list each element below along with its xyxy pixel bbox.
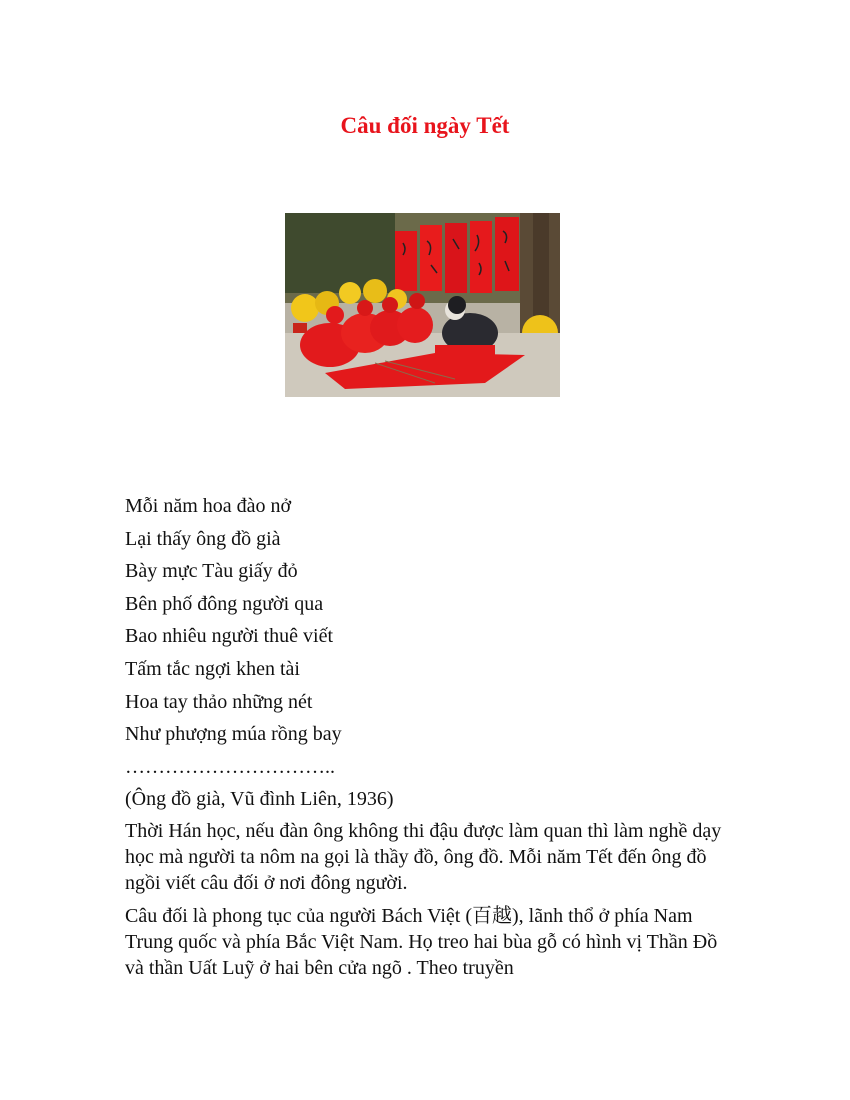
poem-ellipsis: ………………………….. [125, 755, 335, 778]
poem-line: Tấm tắc ngợi khen tài [125, 657, 300, 680]
calligraphy-photo [285, 213, 560, 397]
paragraph: Câu đối là phong tục của người Bách Việt (百越), lãnh thổ ở phía Nam Trung quốc và phía Bắc Việt Nam. Họ treo hai bùa gỗ có hình vị Thần Đồ và thần Uất Luỹ ở hai bên cửa ngõ . Theo truyền [125, 905, 718, 979]
poem-line: Bày mực Tàu giấy đỏ [125, 560, 298, 583]
poem-line: Mỗi năm hoa đào nở [125, 495, 292, 517]
poem-block [125, 490, 745, 816]
poem-line: Lại thấy ông đồ già [125, 527, 281, 550]
page-title: Câu đối ngày Tết [340, 113, 510, 138]
poem-citation: (Ông đồ già, Vũ đình Liên, 1936) [125, 788, 394, 811]
paragraph: Thời Hán học, nếu đàn ông không thi đậu được làm quan thì làm nghề dạy học mà người ta nôm na gọi là thầy đồ, ông đồ. Mỗi năm Tết đến ông đồ ngồi viết câu đối ở nơi đông người. [125, 820, 722, 894]
poem-line: Như phượng múa rồng bay [125, 723, 342, 746]
poem-line: Bên phố đông người qua [125, 592, 324, 615]
poem-line: Bao nhiêu người thuê viết [125, 625, 334, 648]
poem-line: Hoa tay thảo những nét [125, 690, 313, 713]
